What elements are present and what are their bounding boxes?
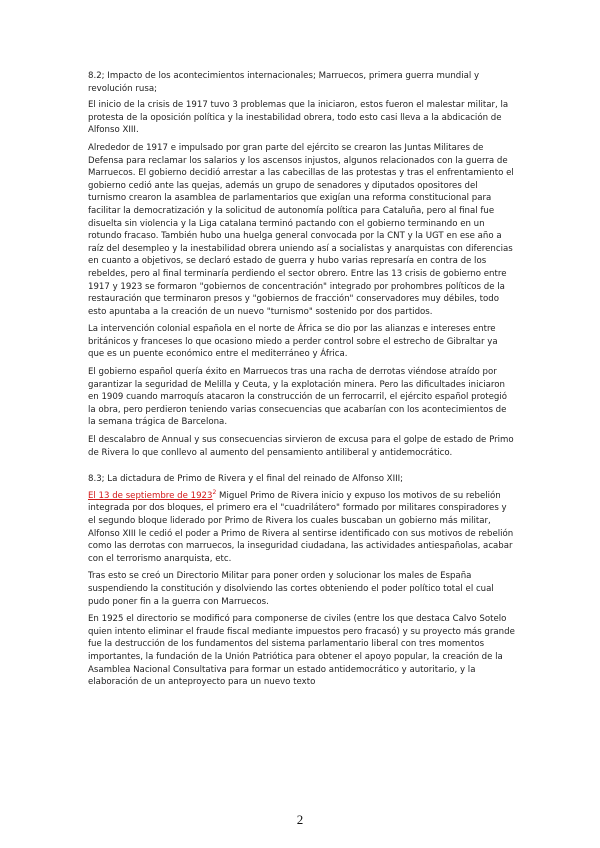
paragraph-text: Miguel Primo de Rivera inicio y expuso los motivos de su rebelión integrada por dos bloques, el primero era el "cuadrilátero" formado por militares conspiradores y el segundo bloque liderado por Primo de Rivera los cuales buscaban un gobierno más militar, Alfonso XIII le cedió el poder a Primo de Rivera al sentirse identificado con sus motivos de rebelión como las derrotas con marruecos, la inseguridad ciudadana, las actividades antiespañolas, acabar con el terrorismo anarquista, etc. [88,490,514,564]
paragraph: El gobierno español quería éxito en Marruecos tras una racha de derrotas viéndose atraído por garantizar la seguridad de Melilla y Ceuta, y la explotación minera. Pero las dificultades iniciaron en 1909 cuando marroquís atacaron la construcción de un ferrocarril, el ejército español protegió la obra, pero perdieron teniendo varias consecuencias que acabarían con los acontecimientos de la semana trágica de Barcelona. [88,367,507,428]
footnote-reference[interactable]: 2 [212,488,217,496]
date-link[interactable]: El 13 de septiembre de 1923 [88,490,213,501]
paragraph: Alrededor de 1917 e impulsado por gran parte del ejército se crearon las Juntas Militares de Defensa para reclamar los salarios y los ascensos injustos, algunos relacionados con la guerra de Marruecos. El gobierno decidió arrestar a las cabecillas de las protestas y tras el enfrentamiento el gobierno cedió ante las quejas, además un grupo de senadores y diputados opositores del turnismo crearon la asamblea de parlamentarios que exigían una reforma constitucional para facilitar la democratización y la solicitud de autonomía política para Cataluña, pero al final fue disuelta sin violencia y la Liga catalana terminó pactando con el gobierno terminando en un rotundo fracaso. También hubo una huelga general convocada por la CNT y la UGT en ese año a raíz del desempleo y la inestabilidad obrera uniendo así a socialistas y anarquistas con diferencias en cuanto a objetivos, se declaró estado de guerra y hubo varias represaría en contra de los rebeldes, pero al final terminaría perdiendo el sector obrero. Entre las 13 crisis de gobierno entre 1917 y 1923 se formaron "gobiernos de concentración" integrado por prohombres políticos de la restauración que terminaron presos y "gobiernos de fracción" conservadores muy débiles, todo esto apuntaba a la creación de un nuevo "turnismo" sostenido por dos partidos. [88,142,514,317]
paragraph: La intervención colonial española en el norte de África se dio por las alianzas e intereses entre británicos y franceses lo que ocasiono miedo a perder control sobre el estrecho de Gibraltar ya que es un puente económico entre el mediterráneo y África. [88,324,498,360]
page-number: 2 [296,812,304,827]
paragraph [88,490,516,566]
paragraph: En 1925 el directorio se modificó para componerse de civiles (entre los que destaca Calvo Sotelo quien intento eliminar el fraude fiscal mediante impuestos pero fracasó) y su proyecto más grande fue la destrucción de los fundamentos del sistema parlamentario liberal con tres momentos importantes, la fundación de la Unión Patriótica para obtener el apoyo popular, la creación de la Asamblea Nacional Consultativa para formar un estado antidemocrático y autoritario, y la elaboración de un anteproyecto para un nuevo texto [88,614,515,688]
paragraph: El descalabro de Annual y sus consecuencias sirvieron de excusa para el golpe de estado de Primo de Rivera lo que conllevo al aumento del pensamiento antiliberal y antidemocrático. [88,435,514,458]
section-heading-8-2: 8.2; Impacto de los acontecimientos internacionales; Marruecos, primera guerra mundial y revolución rusa; [88,71,480,94]
paragraph: Tras esto se creó un Directorio Militar para poner orden y solucionar los males de España suspendiendo la constitución y disolviendo las cortes obteniendo el poder político total el cual pudo poner fin a la guerra con Marruecos. [88,571,494,607]
section-heading-8-3: 8.3; La dictadura de Primo de Rivera y el final del reinado de Alfonso XIII; [88,474,404,485]
paragraph: El inicio de la crisis de 1917 tuvo 3 problemas que la iniciaron, estos fueron el malestar militar, la protesta de la oposición política y la inestabilidad obrera, todo esto casi lleva a la abdicación de Alfonso XIII. [88,100,509,136]
document-body [88,70,516,694]
